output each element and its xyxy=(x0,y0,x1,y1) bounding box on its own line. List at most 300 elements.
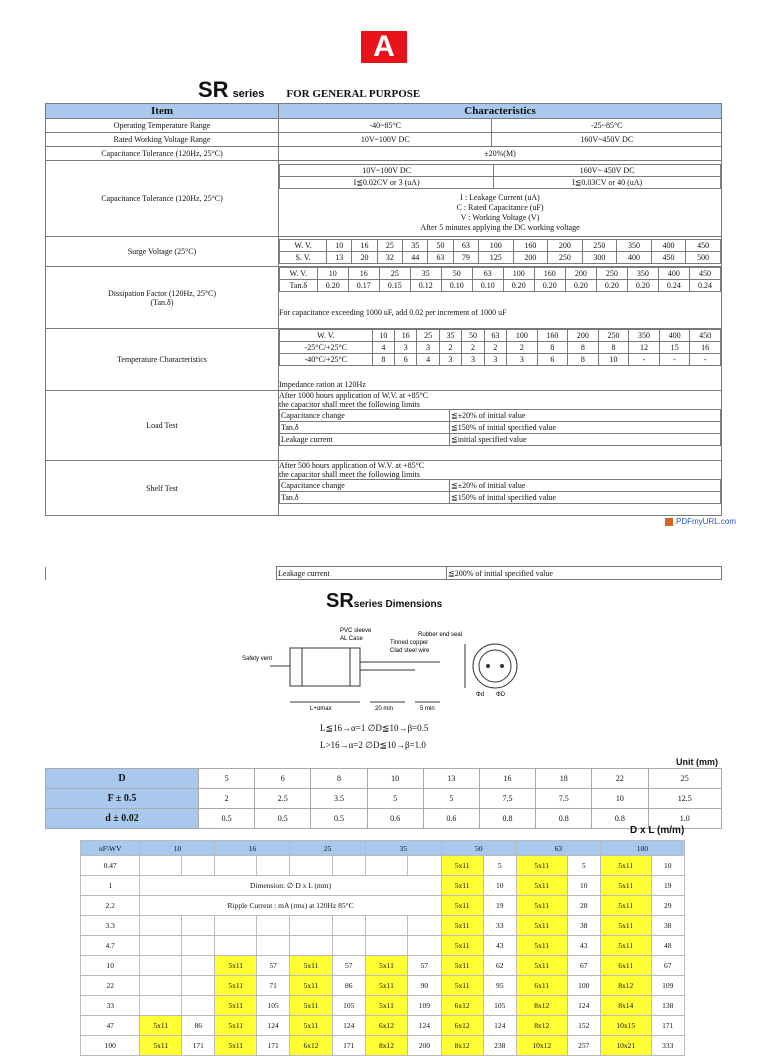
ripple-cell: 5x11 xyxy=(600,896,651,916)
ripple-cell: 67 xyxy=(567,956,600,976)
df-cell: 10 xyxy=(317,268,348,280)
df-label: Dissipation Factor (120Hz, 25°C) (Tan.δ) xyxy=(46,267,279,329)
ripple-note: Ripple Current : mA (rms) at 120Hz 85°C xyxy=(140,896,441,916)
ripple-cell xyxy=(290,916,332,936)
surge-cell: 32 xyxy=(377,252,402,264)
ripple-cell: 333 xyxy=(651,1036,684,1056)
dim-cell: 0.5 xyxy=(255,809,311,829)
ripple-cell: 124 xyxy=(408,1016,442,1036)
leak-note-1: I : Leakage Current (uA) xyxy=(460,193,540,202)
temp-cell: - xyxy=(690,354,721,366)
ripple-cell: 5x11 xyxy=(600,876,651,896)
surge-cell: 63 xyxy=(453,240,478,252)
ripple-cell: 6x11 xyxy=(600,956,651,976)
temp-cell: 16 xyxy=(395,330,417,342)
ripple-cell: 19 xyxy=(483,896,516,916)
ripple-cell: 5x11 xyxy=(290,1016,332,1036)
shelf-label: Shelf Test xyxy=(46,461,279,516)
ripple-cell: 5x11 xyxy=(215,1016,257,1036)
temp-cell: 15 xyxy=(659,342,690,354)
ripple-cell: 28 xyxy=(567,896,600,916)
temp-row-label: -25°C/+25°C xyxy=(280,342,373,354)
dim-cell: 5 xyxy=(199,769,255,789)
ripple-cell: 86 xyxy=(332,976,365,996)
surge-cell: 250 xyxy=(548,252,583,264)
dim-cell: 7.5 xyxy=(536,789,592,809)
ripple-cell: 10x21 xyxy=(600,1036,651,1056)
op-temp-v2: -25~85°C xyxy=(492,119,722,133)
ripple-cell: 5x11 xyxy=(600,856,651,876)
temp-cell: 4 xyxy=(417,354,439,366)
ripple-cell: 171 xyxy=(332,1036,365,1056)
ripple-cell: 5x11 xyxy=(516,956,567,976)
ripple-cell: 5x11 xyxy=(516,856,567,876)
ripple-cell xyxy=(290,856,332,876)
diag-label-5: Safety vent xyxy=(242,656,273,662)
temp-cell: 12 xyxy=(629,342,660,354)
dim-cell: 0.8 xyxy=(536,809,592,829)
ripple-cell xyxy=(365,916,407,936)
dim-cell: 0.6 xyxy=(423,809,479,829)
header-item: Item xyxy=(46,104,279,119)
ripple-cell xyxy=(365,856,407,876)
ripple-cell: 95 xyxy=(483,976,516,996)
ripple-cell: 109 xyxy=(408,996,442,1016)
temp-cell: 2 xyxy=(507,342,538,354)
temp-cell: 200 xyxy=(568,330,599,342)
series-code: SR xyxy=(198,77,229,102)
temp-cell: 400 xyxy=(659,330,690,342)
surge-row-label: W. V. xyxy=(280,240,327,252)
ripple-cap: 22 xyxy=(81,976,140,996)
leak-cont-key: Leakage current xyxy=(277,567,447,580)
ripple-cap: 100 xyxy=(81,1036,140,1056)
ripple-cell xyxy=(256,856,289,876)
ripple-cell: 5x11 xyxy=(441,856,483,876)
surge-cell: 400 xyxy=(617,252,652,264)
series-word: series xyxy=(232,88,265,100)
dim-cell: 3.5 xyxy=(311,789,367,809)
ripple-cell: 5x11 xyxy=(215,1036,257,1056)
ripple-cell: 105 xyxy=(483,996,516,1016)
df-cell: 0.24 xyxy=(658,280,689,292)
temp-cell: 35 xyxy=(439,330,461,342)
temp-cell: 2 xyxy=(439,342,461,354)
ripple-header: uF\WV xyxy=(81,841,140,856)
shelf-value: ≦150% of initial specified value xyxy=(450,492,721,504)
ripple-cell: 6x12 xyxy=(441,1016,483,1036)
ripple-cell: 5x11 xyxy=(441,916,483,936)
ripple-cell xyxy=(140,936,182,956)
ripple-cell: 86 xyxy=(182,1016,215,1036)
temp-cell: 6 xyxy=(537,354,568,366)
ripple-cell: 124 xyxy=(256,1016,289,1036)
surge-cell: 20 xyxy=(352,252,377,264)
ripple-cell: 238 xyxy=(483,1036,516,1056)
temp-cell: 3 xyxy=(439,354,461,366)
ripple-cell: 5x11 xyxy=(365,996,407,1016)
ripple-cell xyxy=(408,916,442,936)
ripple-header: 100 xyxy=(600,841,684,856)
ripple-cell: 62 xyxy=(483,956,516,976)
load-value: ≦±20% of initial value xyxy=(450,410,721,422)
ripple-cell xyxy=(365,936,407,956)
load-intro-1: After 1000 hours application of W.V. at +85°C xyxy=(279,391,429,400)
ripple-cell: 5x11 xyxy=(516,936,567,956)
ripple-cell: 33 xyxy=(483,916,516,936)
surge-cell: 500 xyxy=(686,252,721,264)
dim-row-label: d ± 0.02 xyxy=(46,809,199,829)
ripple-cell: 19 xyxy=(651,876,684,896)
ripple-cell: 5x11 xyxy=(290,956,332,976)
ripple-cell: 5x11 xyxy=(140,1016,182,1036)
spec-table xyxy=(45,103,722,516)
ripple-header: 25 xyxy=(290,841,366,856)
temp-cell: 100 xyxy=(507,330,538,342)
surge-cell: 125 xyxy=(479,252,514,264)
dim-cell: 0.6 xyxy=(367,809,423,829)
ripple-cell: 5x11 xyxy=(365,956,407,976)
diag-label-3: Tinned copper xyxy=(390,640,429,646)
ripple-cell: 171 xyxy=(182,1036,215,1056)
temp-cell: 8 xyxy=(598,342,629,354)
capacitor-diagram xyxy=(240,620,540,712)
df-row-label: W. V. xyxy=(280,268,318,280)
header-characteristics: Characteristics xyxy=(279,104,722,119)
ripple-cap: 3.3 xyxy=(81,916,140,936)
load-intro-2: the capacitor shall meet the following limits xyxy=(279,400,420,409)
leak-note-3: V : Working Voltage (V) xyxy=(460,213,540,222)
ripple-header: 10 xyxy=(140,841,215,856)
df-cell: 0.17 xyxy=(348,280,379,292)
ripple-header: 50 xyxy=(441,841,516,856)
ripple-cell: 5x11 xyxy=(441,876,483,896)
dim-cell: 5 xyxy=(367,789,423,809)
ripple-cell xyxy=(140,916,182,936)
temp-cell: 50 xyxy=(462,330,484,342)
df-cell: 0.20 xyxy=(596,280,627,292)
temp-cell: 4 xyxy=(372,342,394,354)
df-cell: 450 xyxy=(689,268,720,280)
df-cell: 0.10 xyxy=(472,280,503,292)
leak-note-2: C : Rated Capacitance (uF) xyxy=(456,203,544,212)
ripple-cell: 100 xyxy=(567,976,600,996)
ripple-cell xyxy=(182,936,215,956)
ripple-cell: 43 xyxy=(483,936,516,956)
ripple-cell: 90 xyxy=(408,976,442,996)
temp-cell: 250 xyxy=(598,330,629,342)
ripple-note: Dimension: ∅ D x L (mm) xyxy=(140,876,441,896)
df-cell: 0.10 xyxy=(441,280,472,292)
surge-inner xyxy=(279,239,721,264)
surge-cell: 50 xyxy=(428,240,453,252)
load-value: ≦initial specified value xyxy=(450,434,721,446)
df-cell: 0.20 xyxy=(534,280,565,292)
surge-cell: 200 xyxy=(513,252,548,264)
load-value: ≦150% of initial specified value xyxy=(450,422,721,434)
temp-cell: 8 xyxy=(568,354,599,366)
temp-inner xyxy=(279,329,721,366)
temp-cell: 10 xyxy=(372,330,394,342)
dimension-table xyxy=(45,768,722,829)
df-cell: 250 xyxy=(596,268,627,280)
ripple-cell: 10 xyxy=(651,856,684,876)
cap-tol-label: Capacitance Tolerance (120Hz, 25°C) xyxy=(46,147,279,161)
dim-cell: 5 xyxy=(423,789,479,809)
temp-cell: 160 xyxy=(537,330,568,342)
df-cell: 25 xyxy=(379,268,410,280)
formula-2: L>16→α=2 ∅D≦10→β=1.0 xyxy=(320,740,426,750)
ripple-cell: 5x11 xyxy=(516,876,567,896)
diag-label-0: PVC sleeve xyxy=(340,628,372,634)
dxl-label: D x L (m/m) xyxy=(630,825,685,836)
ripple-cell xyxy=(182,976,215,996)
surge-cell: 35 xyxy=(403,240,428,252)
ripple-cap: 2.2 xyxy=(81,896,140,916)
ripple-cell: 5x11 xyxy=(441,896,483,916)
brand-logo: A xyxy=(361,31,407,63)
df-cell: 0.20 xyxy=(565,280,596,292)
dim-cell: 18 xyxy=(536,769,592,789)
ripple-cell: 67 xyxy=(651,956,684,976)
dim-row-label: D xyxy=(46,769,199,789)
surge-cell: 160 xyxy=(513,240,548,252)
ripple-cell xyxy=(408,936,442,956)
temp-cell: 350 xyxy=(629,330,660,342)
dim-cell: 12.5 xyxy=(648,789,722,809)
df-cell: 400 xyxy=(658,268,689,280)
ripple-cap: 0.47 xyxy=(81,856,140,876)
diag-label-8: 5 min xyxy=(420,706,435,712)
ripple-cap: 10 xyxy=(81,956,140,976)
ripple-header: 63 xyxy=(516,841,600,856)
dim-cell: 6 xyxy=(255,769,311,789)
ripple-cell: 5x11 xyxy=(600,916,651,936)
surge-cell: 450 xyxy=(651,252,686,264)
leak-label: Capacitance Tolerance (120Hz, 25°C) xyxy=(46,161,279,237)
ripple-cell: 105 xyxy=(256,996,289,1016)
shelf-intro-1: After 500 hours application of W.V. at +85°C xyxy=(279,461,425,470)
ripple-cell: 6x12 xyxy=(365,1016,407,1036)
leak-cont-value: ≦200% of initial specified value xyxy=(447,567,722,580)
ripple-cell: 5x11 xyxy=(516,916,567,936)
surge-cell: 100 xyxy=(479,240,514,252)
ripple-cell: 10 xyxy=(567,876,600,896)
ripple-cell: 5x11 xyxy=(290,996,332,1016)
df-cell: 16 xyxy=(348,268,379,280)
df-cell: 0.15 xyxy=(379,280,410,292)
ripple-cell: 5x11 xyxy=(441,936,483,956)
surge-cell: 13 xyxy=(327,252,352,264)
load-key: Leakage current xyxy=(280,434,450,446)
ripple-cell: 57 xyxy=(408,956,442,976)
surge-cell: 25 xyxy=(377,240,402,252)
surge-row-label: S. V. xyxy=(280,252,327,264)
df-cell: 0.12 xyxy=(410,280,441,292)
dim-cell: 0.8 xyxy=(479,809,535,829)
df-cell: 350 xyxy=(627,268,658,280)
ripple-cell: 10x15 xyxy=(600,1016,651,1036)
dim-cell: 0.5 xyxy=(311,809,367,829)
ripple-cell: 57 xyxy=(332,956,365,976)
surge-cell: 44 xyxy=(403,252,428,264)
ripple-cell: 29 xyxy=(651,896,684,916)
df-cell: 63 xyxy=(472,268,503,280)
ripple-cell: 8x12 xyxy=(441,1036,483,1056)
ripple-cell: 6x11 xyxy=(516,976,567,996)
diag-label-6: L+αmax xyxy=(310,706,332,712)
leak-h2: 160V~ 450V DC xyxy=(494,165,721,177)
temp-row-label: -40°C/+25°C xyxy=(280,354,373,366)
dim-cell: 10 xyxy=(592,789,648,809)
ripple-cell: 6x12 xyxy=(441,996,483,1016)
ripple-cell: 8x12 xyxy=(516,996,567,1016)
temp-cell: 2 xyxy=(462,342,484,354)
df-row-label: Tan.δ xyxy=(280,280,318,292)
op-temp-label: Operating Temperature Range xyxy=(46,119,279,133)
cap-tol-value: ±20%(M) xyxy=(279,147,722,161)
ripple-cell: 5x11 xyxy=(215,956,257,976)
formula-1: L≦16→α=1 ∅D≦10→β=0.5 xyxy=(320,723,429,733)
ripple-cell: 8x12 xyxy=(516,1016,567,1036)
ripple-cell: 5x11 xyxy=(215,996,257,1016)
ripple-cell xyxy=(140,856,182,876)
dims-rest: series Dimensions xyxy=(353,599,443,610)
ripple-cell xyxy=(408,856,442,876)
ripple-cell: 5x11 xyxy=(140,1036,182,1056)
ripple-cell: 124 xyxy=(483,1016,516,1036)
df-cell: 0.20 xyxy=(627,280,658,292)
dim-row-label: F ± 0.5 xyxy=(46,789,199,809)
surge-cell: 350 xyxy=(617,240,652,252)
ripple-cell: 43 xyxy=(567,936,600,956)
ripple-cell xyxy=(290,936,332,956)
ripple-cell: 152 xyxy=(567,1016,600,1036)
df-cell: 100 xyxy=(503,268,534,280)
ripple-cell: 57 xyxy=(256,956,289,976)
temp-cell: 25 xyxy=(417,330,439,342)
rated-v-label: Rated Working Voltage Range xyxy=(46,133,279,147)
ripple-cell xyxy=(182,996,215,1016)
leak-h1: 10V~100V DC xyxy=(280,165,494,177)
ripple-cell xyxy=(256,936,289,956)
temp-cell: 3 xyxy=(462,354,484,366)
ripple-cell: 171 xyxy=(256,1036,289,1056)
ripple-cell: 8x14 xyxy=(600,996,651,1016)
leak-note-4: After 5 minutes applying the DC working voltage xyxy=(420,223,580,232)
ripple-cell: 5x11 xyxy=(365,976,407,996)
ripple-cell xyxy=(182,916,215,936)
ripple-cell xyxy=(332,856,365,876)
ripple-cell xyxy=(140,996,182,1016)
shelf-inner xyxy=(279,479,721,504)
temp-cell: 6 xyxy=(395,354,417,366)
ripple-cell: 5 xyxy=(567,856,600,876)
ripple-cap: 33 xyxy=(81,996,140,1016)
leak-inner xyxy=(279,164,721,233)
dims-series-code: SR xyxy=(326,590,354,612)
temp-cell: - xyxy=(629,354,660,366)
op-temp-v1: -40~85°C xyxy=(279,119,492,133)
ripple-cell: 5x11 xyxy=(516,896,567,916)
temp-cell: 8 xyxy=(568,342,599,354)
temp-note: Impedance ration at 120Hz xyxy=(279,380,366,389)
surge-cell: 10 xyxy=(327,240,352,252)
df-cell: 0.20 xyxy=(317,280,348,292)
temp-cell: 3 xyxy=(417,342,439,354)
ripple-cell xyxy=(332,936,365,956)
leak-f2: I≦0.03CV or 40 (uA) xyxy=(494,177,721,189)
shelf-key: Tan.δ xyxy=(280,492,450,504)
surge-cell: 79 xyxy=(453,252,478,264)
pdf-icon xyxy=(665,518,673,526)
diag-label-9: Φd xyxy=(476,692,485,698)
ripple-cell xyxy=(215,936,257,956)
surge-cell: 250 xyxy=(582,240,617,252)
surge-cell: 450 xyxy=(686,240,721,252)
ripple-cell: 5x11 xyxy=(290,976,332,996)
ripple-cell: 124 xyxy=(567,996,600,1016)
shelf-key: Capacitance change xyxy=(280,480,450,492)
dim-cell: 25 xyxy=(648,769,722,789)
ripple-cap: 4.7 xyxy=(81,936,140,956)
ripple-cell: 171 xyxy=(651,1016,684,1036)
ripple-cell xyxy=(140,976,182,996)
ripple-cap: 1 xyxy=(81,876,140,896)
df-cell: 160 xyxy=(534,268,565,280)
df-cell: 50 xyxy=(441,268,472,280)
temp-cell: 63 xyxy=(484,330,506,342)
surge-label: Surge Voltage (25°C) xyxy=(46,237,279,267)
purpose-label: FOR GENERAL PURPOSE xyxy=(286,88,421,100)
ripple-cell: 71 xyxy=(256,976,289,996)
ripple-cell: 200 xyxy=(408,1036,442,1056)
temp-cell: 8 xyxy=(372,354,394,366)
surge-cell: 300 xyxy=(582,252,617,264)
diag-label-1: AL Case xyxy=(340,636,363,642)
ripple-cell: 5x11 xyxy=(441,976,483,996)
dim-cell: 8 xyxy=(311,769,367,789)
rated-v-v1: 10V~100V DC xyxy=(279,133,492,147)
ripple-cell xyxy=(256,916,289,936)
dim-cell: 16 xyxy=(479,769,535,789)
ripple-cell xyxy=(182,956,215,976)
df-cell: 35 xyxy=(410,268,441,280)
ripple-cell: 257 xyxy=(567,1036,600,1056)
temp-cell: - xyxy=(659,354,690,366)
dim-cell: 10 xyxy=(367,769,423,789)
ripple-cell: 105 xyxy=(332,996,365,1016)
diag-label-7: 20 min xyxy=(375,706,394,712)
df-cell: 0.20 xyxy=(503,280,534,292)
shelf-intro-2: the capacitor shall meet the following limits xyxy=(279,470,420,479)
ripple-cell xyxy=(182,856,215,876)
ripple-cell: 6x12 xyxy=(290,1036,332,1056)
rated-v-v2: 160V~450V DC xyxy=(492,133,722,147)
load-label: Load Test xyxy=(46,391,279,461)
df-cell: 200 xyxy=(565,268,596,280)
pdfmyurl-link[interactable]: PDFmyURL.com xyxy=(665,517,736,526)
diag-label-2: Rubber end seal xyxy=(418,632,463,638)
surge-cell: 400 xyxy=(651,240,686,252)
page-title xyxy=(198,77,420,103)
diag-label-4: Clad steel wire xyxy=(390,648,430,654)
ripple-cell: 5x11 xyxy=(215,976,257,996)
leak-cont-row xyxy=(45,566,722,580)
temp-row-label: W. V. xyxy=(280,330,373,342)
ripple-cell: 109 xyxy=(651,976,684,996)
ripple-cell: 8x12 xyxy=(600,976,651,996)
